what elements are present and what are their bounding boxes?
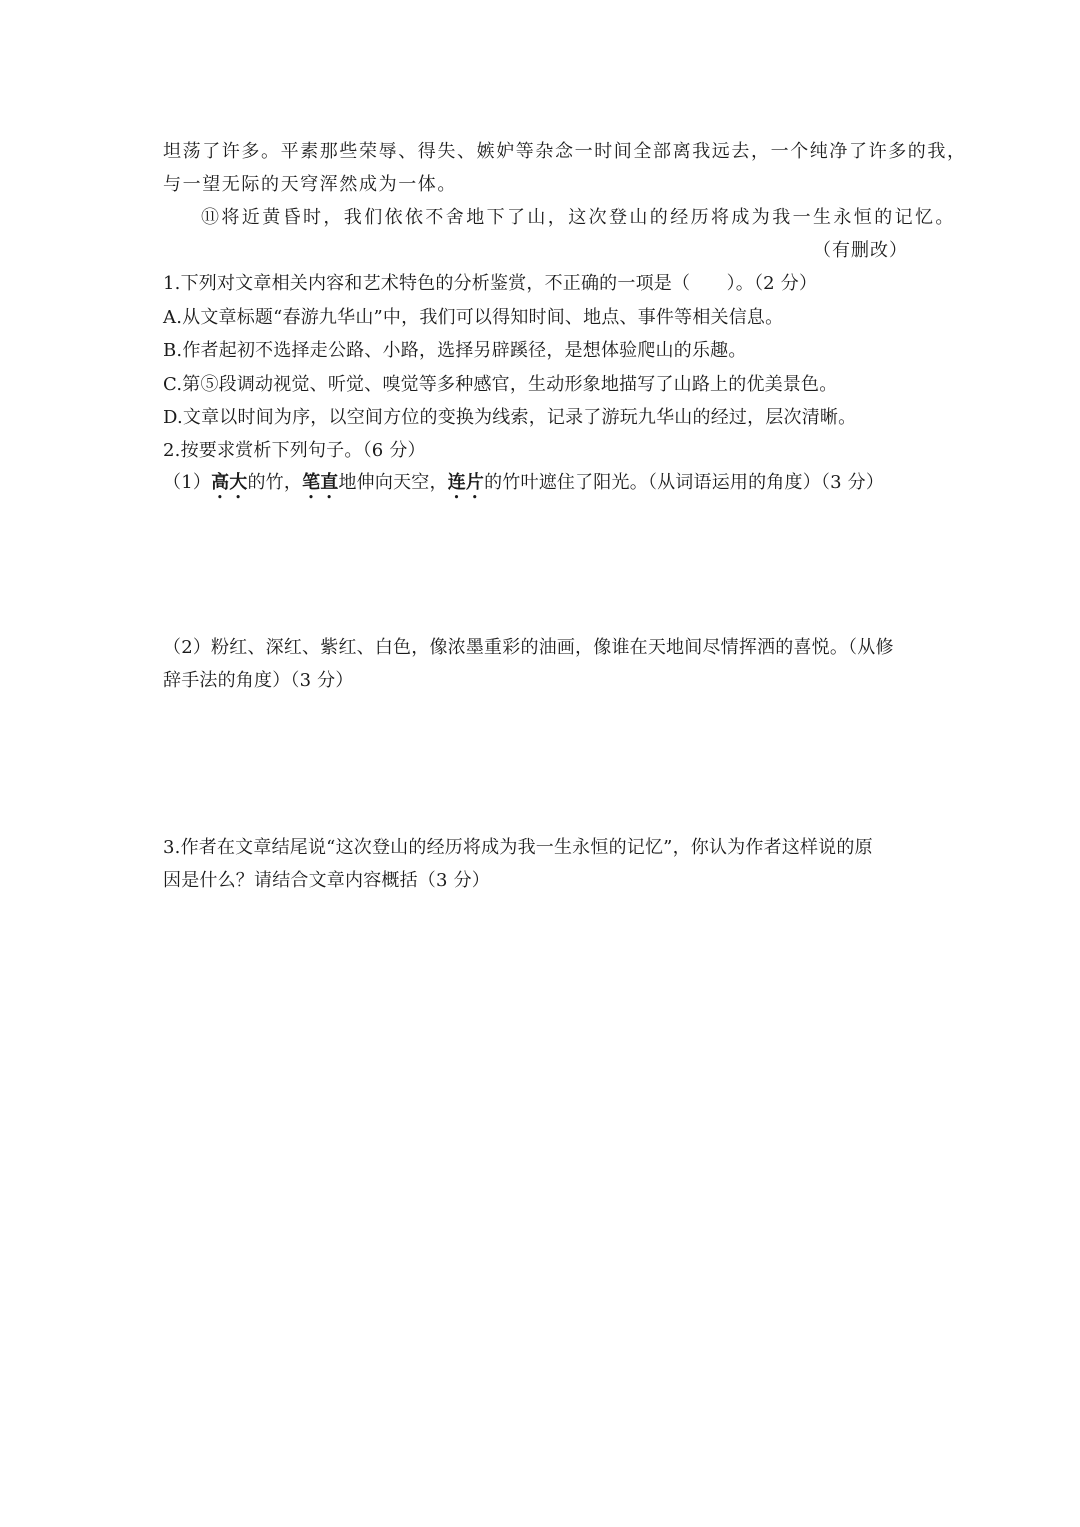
question-1-option-c: C.第⑤段调动视觉、听觉、嗅觉等多种感官，生动形象地描写了山路上的优美景色。: [163, 374, 838, 395]
question-1-option-d: D.文章以时间为序，以空间方位的变换为线索，记录了游玩九华山的经过，层次清晰。: [163, 407, 857, 428]
question-1-stem: 1.下列对文章相关内容和艺术特色的分析鉴赏，不正确的一项是（ ）。（2 分）: [163, 273, 818, 294]
emphasized-word-1: 高大: [211, 472, 248, 493]
sub1-text-3: 的竹叶遮住了阳光。（从词语运用的角度）（3 分）: [484, 472, 885, 493]
sub1-prefix: （1）: [163, 472, 212, 493]
question-2-stem: 2.按要求赏析下列句子。（6 分）: [163, 440, 426, 461]
question-1-option-b: B.作者起初不选择走公路、小路，选择另辟蹊径，是想体验爬山的乐趣。: [163, 340, 747, 361]
sub1-text-1: 的竹，: [247, 472, 303, 493]
emphasized-word-3: 连片: [447, 472, 485, 493]
sub1-text-2: 地伸向天空，: [338, 472, 448, 493]
question-1-option-a: A.从文章标题“春游九华山”中，我们可以得知时间、地点、事件等相关信息。: [163, 307, 784, 328]
question-2-sub1: [163, 472, 884, 503]
question-3-line-2: 因是什么？请结合文章内容概括（3 分）: [163, 870, 490, 891]
emphasized-word-2: 笔直: [302, 472, 339, 493]
source-note: （有删改）: [813, 240, 908, 261]
passage-paragraph-11: ⑪将近黄昏时，我们依依不舍地下了山，这次登山的经历将成为我一生永恒的记忆。: [201, 207, 956, 228]
question-2-sub2-line-2: 辞手法的角度）（3 分）: [163, 670, 354, 691]
passage-line-1: 坦荡了许多。平素那些荣辱、得失、嫉妒等杂念一时间全部离我远去，一个纯净了许多的我，: [163, 141, 967, 162]
question-2-sub2-line-1: （2）粉红、深红、紫红、白色，像浓墨重彩的油画，像谁在天地间尽情挥洒的喜悦。（从修: [163, 637, 894, 658]
passage-line-2: 与一望无际的天穹浑然成为一体。: [163, 174, 457, 195]
question-3-line-1: 3.作者在文章结尾说“这次登山的经历将成为我一生永恒的记忆”，你认为作者这样说的原: [163, 837, 873, 858]
